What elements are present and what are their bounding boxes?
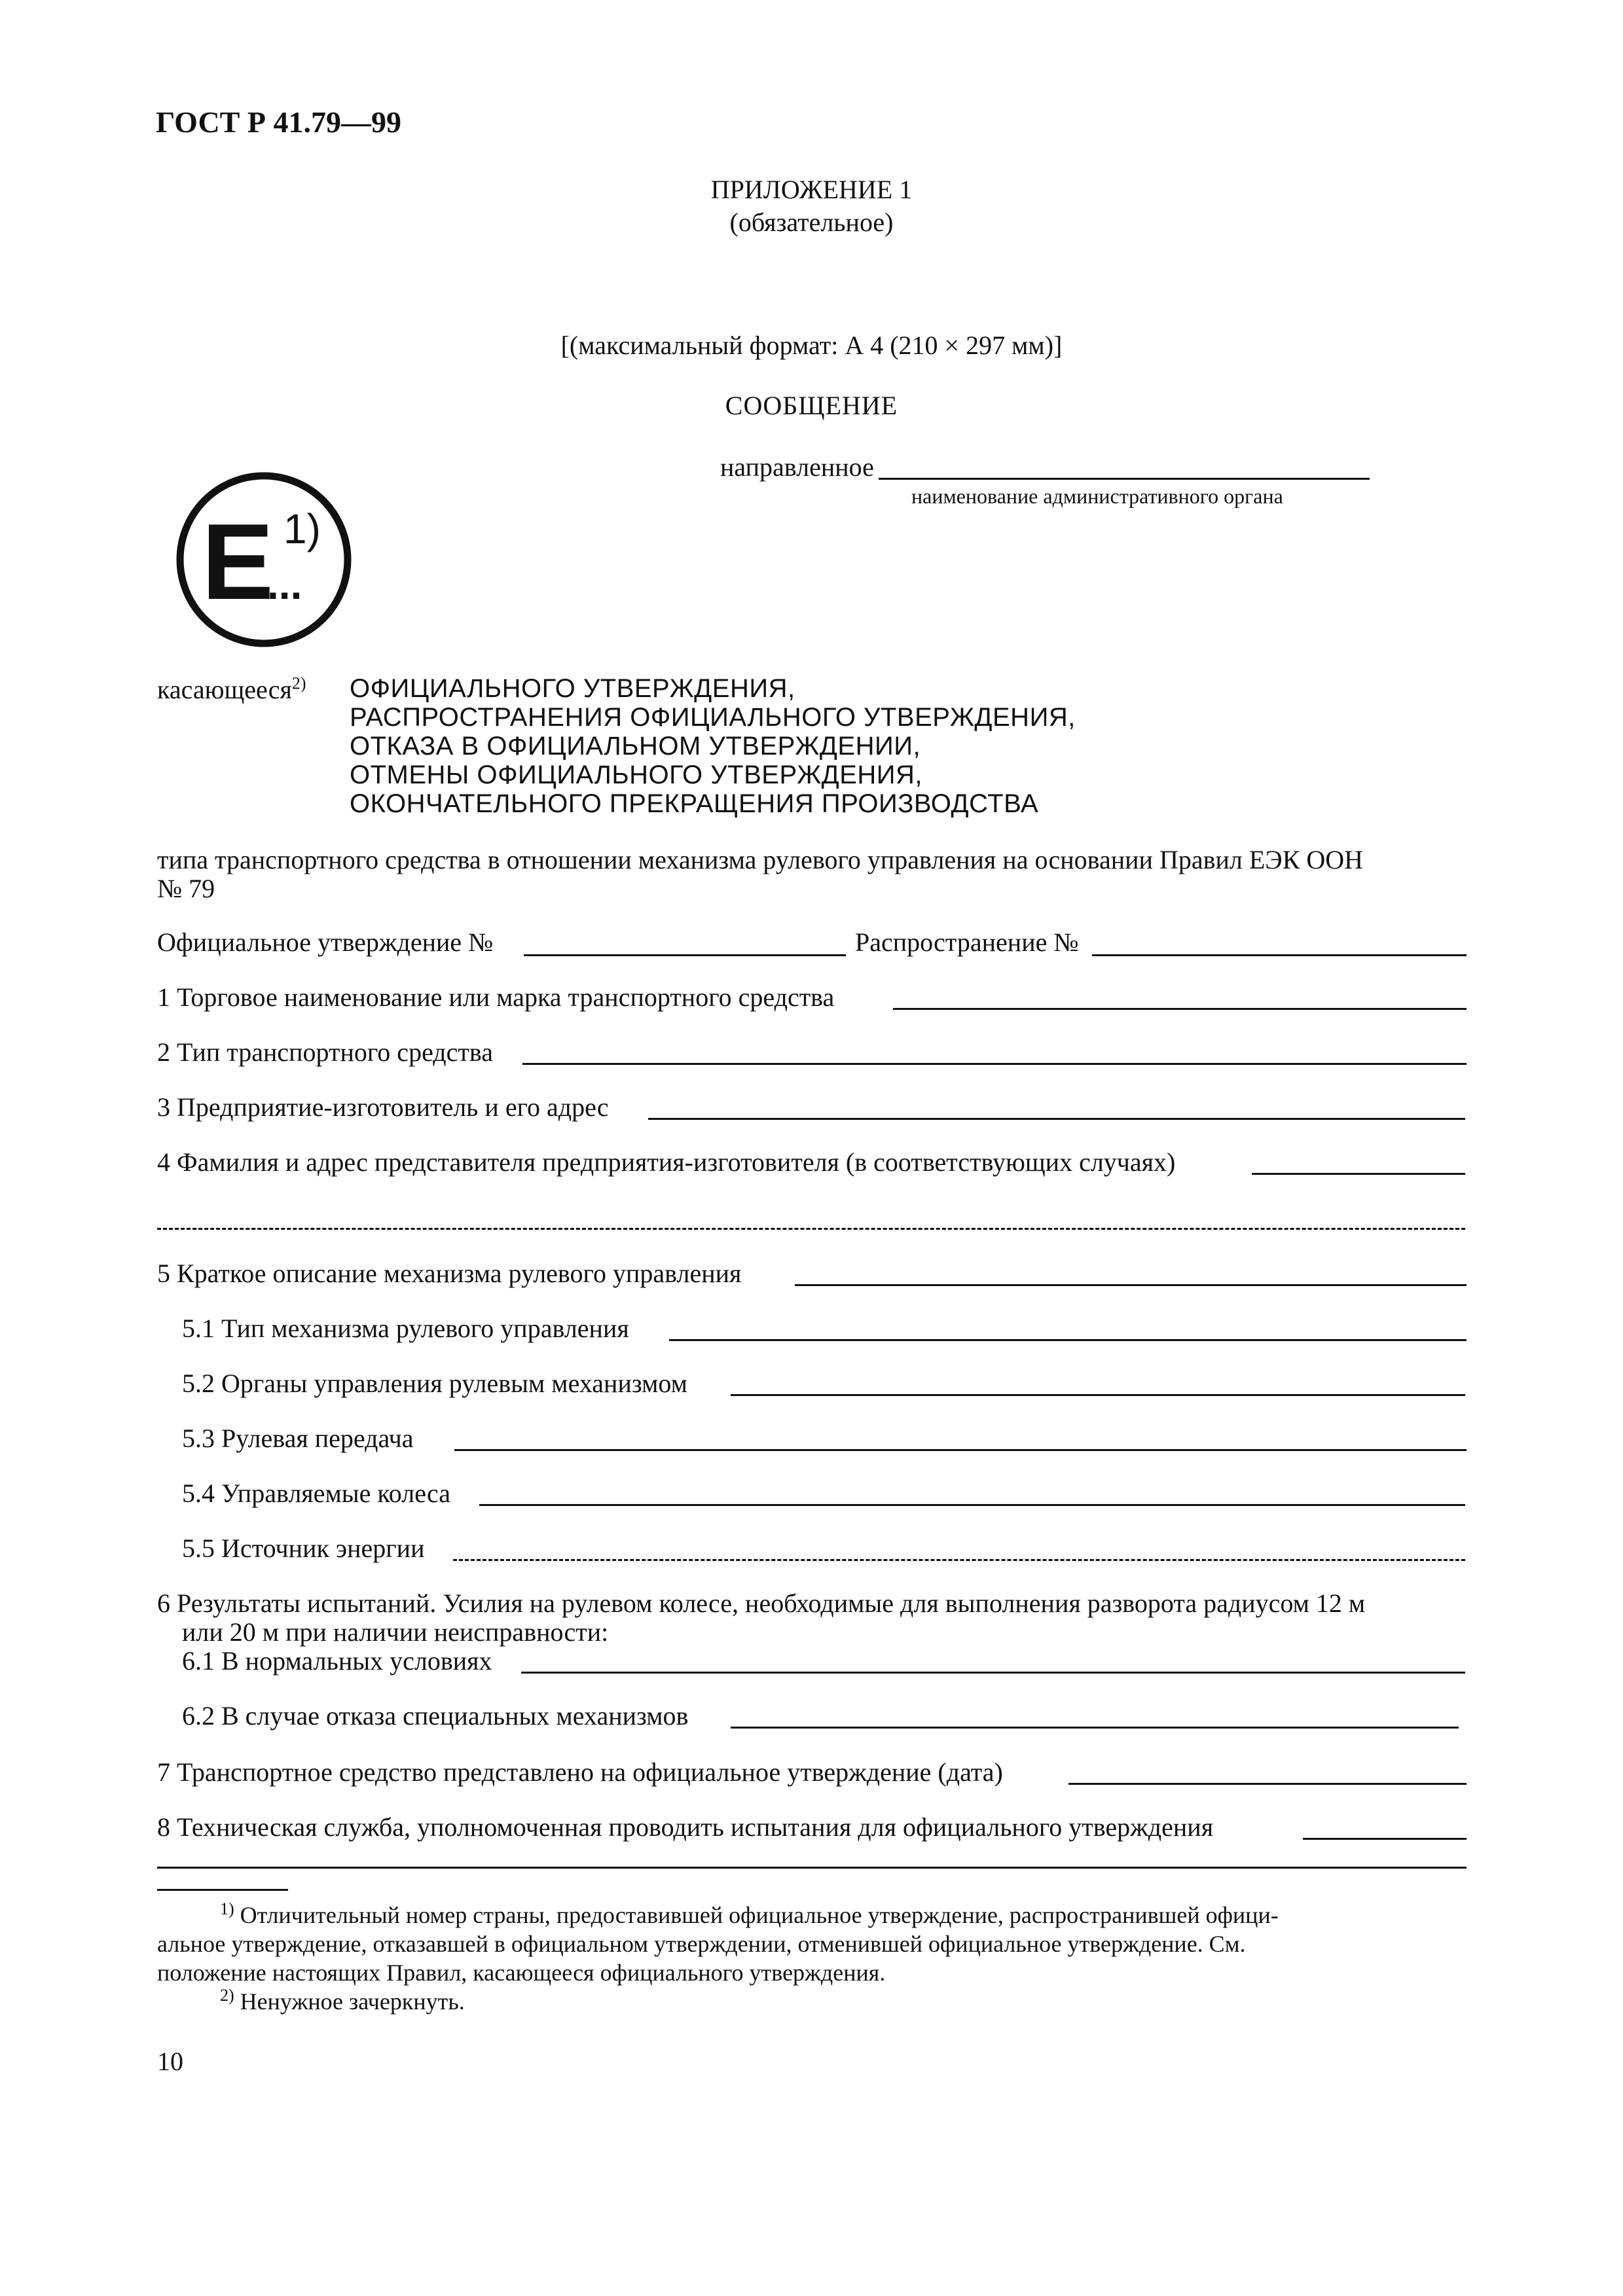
concerning-option-extension: РАСПРОСТРАНЕНИЯ ОФИЦИАЛЬНОГО УТВЕРЖДЕНИЯ,: [350, 703, 1076, 732]
item-6-line2: или 20 м при наличии неисправности:: [182, 1617, 609, 1647]
footnote-2-wrap: [220, 1987, 465, 2016]
footnote-separator: [157, 1889, 288, 1891]
item-3-field[interactable]: [648, 1118, 1465, 1120]
concerning-option-withdrawal: ОТМЕНЫ ОФИЦИАЛЬНОГО УТВЕРЖДЕНИЯ,: [350, 761, 923, 789]
message-title: СООБЩЕНИЕ: [725, 391, 898, 420]
concerning-option-discontinued: ОКОНЧАТЕЛЬНОГО ПРЕКРАЩЕНИЯ ПРОИЗВОДСТВА: [350, 789, 1039, 818]
item-5-3-label: 5.3 Рулевая передача: [182, 1424, 414, 1453]
vehicle-type-line1: типа транспортного средства в отношении механизма рулевого управления на основании Правил ЕЭК ООН: [157, 845, 1364, 874]
item-5-5-field[interactable]: [453, 1559, 1465, 1561]
item-3-label: 3 Предприятие-изготовитель и его адрес: [157, 1092, 609, 1122]
footnote-1-line2: альное утверждение, отказавшей в официальном утверждении, отменившей официальное утверждение. См.: [157, 1931, 1246, 1957]
appendix-status: (обязательное): [729, 207, 894, 237]
page-number: 10: [157, 2047, 183, 2076]
approval-number-field[interactable]: [524, 954, 846, 956]
footnote-1-marker: 1): [220, 1899, 234, 1918]
item-5-label: 5 Краткое описание механизма рулевого управления: [157, 1259, 742, 1288]
footnote-2-marker: 2): [220, 1986, 234, 2005]
footnote-1-line1-wrap: [220, 1901, 1279, 1929]
item-6-line1: 6 Результаты испытаний. Усилия на рулевом колесе, необходимые для выполнения разворота радиусом 12 м: [157, 1588, 1366, 1618]
item-5-1-label: 5.1 Тип механизма рулевого управления: [182, 1314, 629, 1343]
format-note: [(максимальный формат: А 4 (210 × 297 мм)]: [560, 331, 1063, 360]
item-5-4-field[interactable]: [479, 1504, 1465, 1506]
item-4-label: 4 Фамилия и адрес представителя предприятия-изготовителя (в соответствующих случаях): [157, 1147, 1176, 1177]
approval-mark-superscript: 1): [283, 505, 321, 552]
item-7-label: 7 Транспортное средство представлено на официальное утверждение (дата): [157, 1757, 1003, 1787]
item-8-field-continuation[interactable]: [157, 1867, 1467, 1869]
concerning-footnote-ref: 2): [291, 673, 306, 693]
item-5-field[interactable]: [795, 1284, 1467, 1286]
item-1-field[interactable]: [893, 1008, 1467, 1010]
item-4-field[interactable]: [1252, 1173, 1465, 1175]
item-5-2-label: 5.2 Органы управления рулевым механизмом: [182, 1369, 687, 1398]
concerning-label: касающееся: [157, 675, 292, 704]
approval-mark-dots: ...: [267, 561, 302, 608]
standard-code: ГОСТ Р 41.79—99: [156, 105, 401, 139]
item-5-5-label: 5.5 Источник энергии: [182, 1534, 425, 1563]
approval-mark-e-circle: [175, 471, 352, 648]
approval-mark-letter: E: [202, 501, 274, 622]
footnote-1-line1: Отличительный номер страны, предоставившей официальное утверждение, распространившей офици-: [240, 1902, 1279, 1928]
sent-to-label: направленное: [720, 452, 874, 482]
item-1-label: 1 Торговое наименование или марка транспортного средства: [157, 982, 835, 1012]
item-2-field[interactable]: [522, 1063, 1467, 1065]
concerning-option-approval: ОФИЦИАЛЬНОГО УТВЕРЖДЕНИЯ,: [350, 674, 795, 703]
item-2-label: 2 Тип транспортного средства: [157, 1037, 493, 1067]
item-8-field[interactable]: [1303, 1838, 1467, 1840]
item-7-field[interactable]: [1068, 1783, 1467, 1785]
item-5-4-label: 5.4 Управляемые колеса: [182, 1479, 450, 1508]
item-8-label: 8 Техническая служба, уполномоченная проводить испытания для официального утверждения: [157, 1812, 1214, 1842]
vehicle-type-line2: № 79: [157, 874, 215, 903]
footnote-2-text: Ненужное зачеркнуть.: [240, 1988, 465, 2015]
item-5-1-field[interactable]: [669, 1339, 1467, 1341]
approval-number-label: Официальное утверждение №: [157, 927, 494, 957]
appendix-title: ПРИЛОЖЕНИЕ 1: [710, 175, 913, 204]
sent-to-field[interactable]: [879, 478, 1370, 480]
item-6-1-label: 6.1 В нормальных условиях: [182, 1646, 492, 1676]
extension-number-field[interactable]: [1092, 954, 1467, 956]
item-5-3-field[interactable]: [454, 1449, 1467, 1451]
item-6-2-field[interactable]: [731, 1727, 1459, 1729]
item-4-field-continuation[interactable]: [157, 1228, 1465, 1230]
item-6-2-label: 6.2 В случае отказа специальных механизмов: [182, 1701, 689, 1731]
concerning-label-wrap: [157, 674, 306, 705]
concerning-option-refusal: ОТКАЗА В ОФИЦИАЛЬНОМ УТВЕРЖДЕНИИ,: [350, 732, 921, 761]
footnote-1-line3: положение настоящих Правил, касающееся официального утверждения.: [157, 1960, 886, 1986]
item-5-2-field[interactable]: [731, 1394, 1465, 1396]
extension-number-label: Распространение №: [855, 927, 1079, 957]
sent-to-caption: наименование административного органа: [911, 484, 1283, 508]
item-6-1-field[interactable]: [521, 1672, 1465, 1674]
